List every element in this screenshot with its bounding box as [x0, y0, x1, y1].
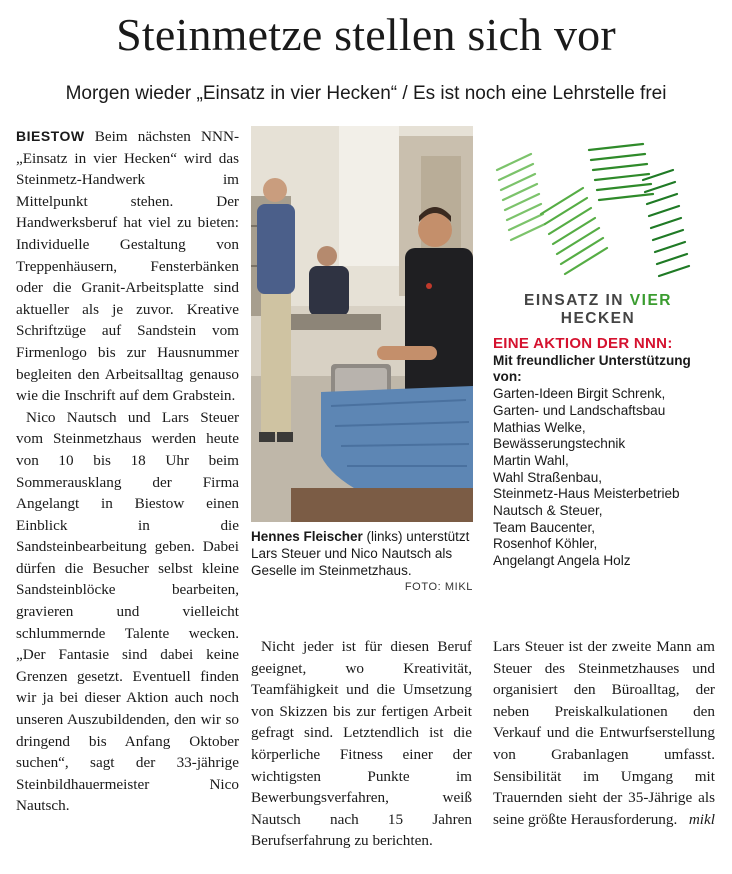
author-initials: mikl: [688, 810, 715, 828]
article-column-3: [493, 636, 715, 866]
sponsor-box: [493, 336, 715, 570]
sponsor-item: Angelangt Angela Holz: [493, 553, 631, 569]
article-subheadline: Morgen wieder „Einsatz in vier Hecken“ / Es ist noch eine Lehrstelle frei: [65, 83, 667, 104]
article-column-1: [16, 126, 239, 866]
caption-text: (links) unterstützt Lars Steuer und Nico Nautsch als Geselle im Steinmetzhaus.: [251, 529, 470, 578]
column-2-paragraph-1: Nicht jeder ist für diesen Beruf geeignet, wo Kreativität, Teamfähigkeit und die Umsetzung von Skizzen bis zur fertigen Arbeit gefragt sind. Letztendlich ist die körperliche Fitness einer der wichtigsten Punkte im Bewerbungsverfahren, weiß Nautsch nach 15 Jahren Berufserfahrung zu berichten.: [251, 638, 472, 850]
sponsor-item: Mathias Welke,: [493, 419, 586, 435]
sponsor-item: Wahl Straßenbau,: [493, 469, 603, 485]
sponsor-lead: Mit freundlicher Unterstützung von:: [493, 352, 691, 385]
sponsor-item: Bewässerungstechnik: [493, 436, 626, 452]
article-photo: [251, 126, 473, 522]
column-1-paragraph-2: Nico Nautsch und Lars Steuer vom Steinmetzhaus werden heute von 10 bis 18 Uhr beim Sommerausklang der Firma Angelangt in Biestow einen Einblick in die Sandsteinbearbeitung geben. Dabei dürfen die Besucher selbst kleine Sandsteinblöcke bearbeiten, gravieren und vielleicht schlummernde Talente wecken. „Der Fantasie sind dabei keine Grenzen gesetzt. Eventuell finden wir ja bei dieser Aktion auch noch unseren Auszubildenden, den wir so dringend bis Anfang Oktober suchen“, sagt der 33-jährige Steinbildhauermeister Nico Nautsch.: [16, 408, 239, 815]
sponsor-item: Steinmetz-Haus Meisterbetrieb: [493, 486, 680, 502]
caption-name: Hennes Fleischer: [251, 529, 363, 544]
logo-word-einsatz: EINSATZ IN: [524, 292, 630, 309]
sponsor-item: Team Baucenter,: [493, 519, 596, 535]
logo-wordmark: [493, 292, 703, 328]
sponsor-item: Martin Wahl,: [493, 452, 569, 468]
workshop-photo-illustration: [251, 126, 473, 522]
logo-word-vier: VIER: [629, 292, 672, 309]
column-3-paragraph-1: [493, 636, 715, 830]
column-3-paragraph-1-text: Lars Steuer ist der zweite Mann am Steuer des Steinmetzhauses und organisiert den Büroalltag, der neben Preiskalkulationen den Verkauf und die Entwurfserstellung von Grabanlagen umfasst. Sensibilität im Umgang mit Trauernden sieht der 35-Jährige als seine größte Herausforderung.: [493, 638, 715, 828]
dateline: BIESTOW: [16, 128, 85, 144]
article-headline: Steinmetze stellen sich vor: [116, 9, 616, 60]
sponsor-item: Garten-Ideen Birgit Schrenk,: [493, 386, 666, 402]
photo-caption: [251, 528, 473, 596]
logo-word-hecken: HECKEN: [560, 310, 636, 327]
hedge-logo-icon: [493, 140, 703, 290]
sponsor-item: Nautsch & Steuer,: [493, 503, 603, 519]
column-1-paragraph-1-text: Beim nächsten NNN-„Einsatz in vier Hecken“ wird das Steinmetz-Handwerk im Mittelpunkt stehen. Der Handwerksberuf hat viel zu bieten: Individuelle Gestaltung von Treppenhäusern, Fensterbänken oder die Granit-Arbeitsplatte sind aktueller als je zuvor. Kreative Schriftzüge auf Sandstein vom Firmenlogo bis zur Hausnummer begleiten den Arbeitsalltag genauso wie die Inschrift auf dem Grabstein.: [16, 128, 239, 405]
sponsor-action-title: EINE AKTION DER NNN:: [493, 335, 673, 352]
article-column-2: [251, 636, 472, 866]
column-1-paragraph-1: [16, 126, 239, 407]
photo-credit: FOTO: MIKL: [404, 581, 473, 593]
sponsor-item: Rosenhof Köhler,: [493, 536, 598, 552]
sponsor-item: Garten- und Landschaftsbau: [493, 402, 666, 418]
